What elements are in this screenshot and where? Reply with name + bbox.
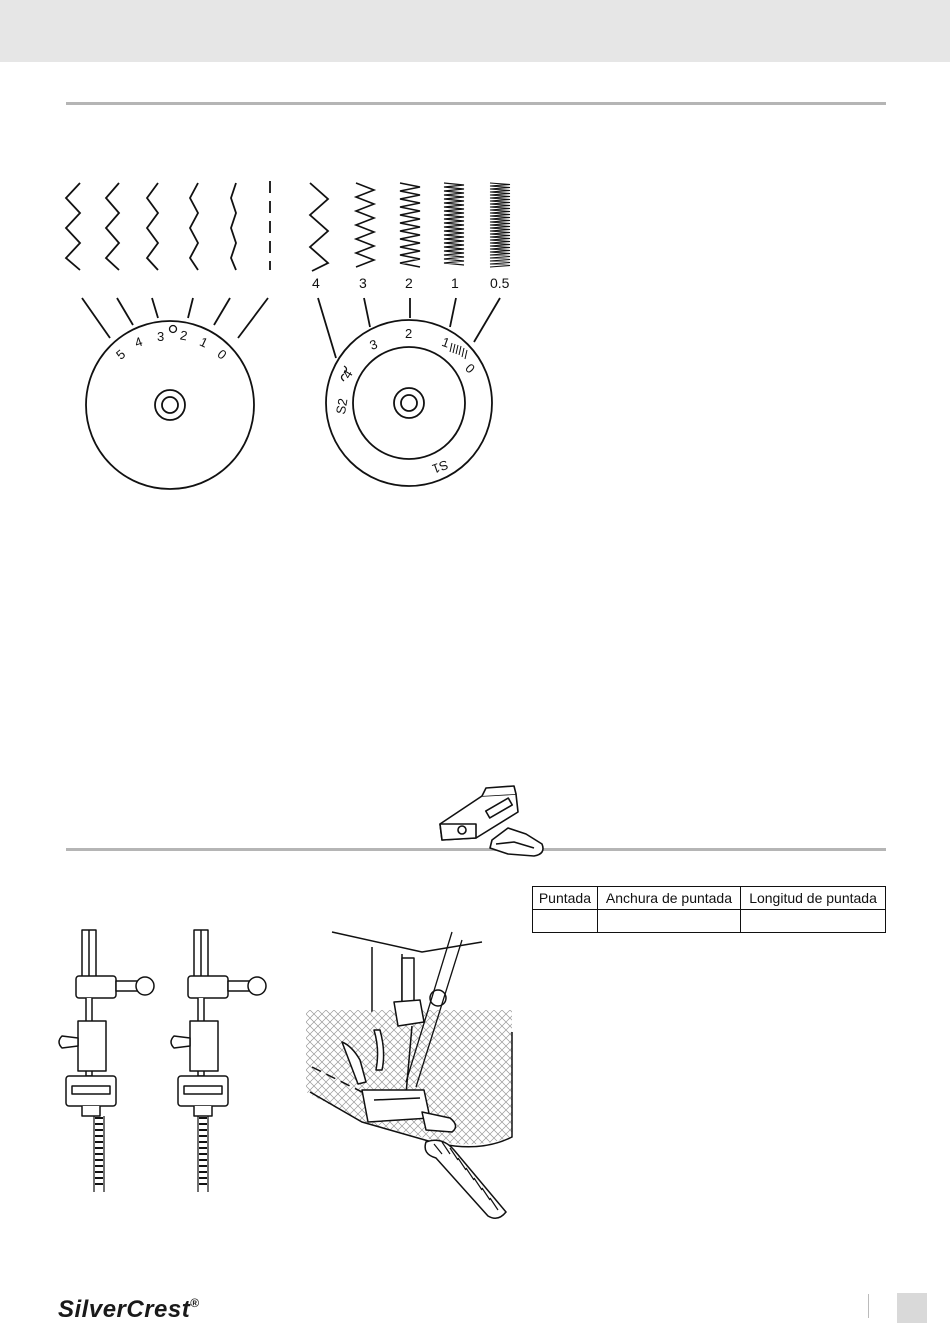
length-sample-3 <box>356 183 374 267</box>
width-label-3: 3 <box>157 329 165 344</box>
table-cell-width <box>597 910 740 933</box>
brand-logo-text: SilverCrest <box>58 1296 191 1323</box>
zipper-foot-right-position-illustration <box>164 926 274 1196</box>
stitch-settings-table <box>532 886 886 933</box>
zipper-foot-icon <box>430 782 550 862</box>
footer-separator <box>868 1294 869 1318</box>
length-top-label-3: 3 <box>359 275 367 291</box>
length-top-label-4: 4 <box>312 275 320 291</box>
width-label-5: 5 <box>113 346 129 363</box>
zipper-foot-left-position-illustration <box>52 926 162 1196</box>
length-dial-label-0: 0 <box>462 360 478 377</box>
stitch-width-dial-body <box>86 321 254 489</box>
length-sample-1 <box>444 183 464 265</box>
top-header-band <box>0 0 950 62</box>
zigzag-sample-1 <box>231 183 236 270</box>
width-label-1: 1 <box>197 334 211 351</box>
table-cell-length <box>741 910 886 933</box>
cord-sewing-illustration <box>302 922 522 1222</box>
page-number-box <box>897 1293 927 1323</box>
length-top-label-05: 0.5 <box>490 275 510 291</box>
registered-mark: ® <box>190 1296 200 1310</box>
length-dial-label-s1: S1 <box>430 457 451 477</box>
table-header-stitch: Puntada <box>533 887 598 910</box>
zigzag-sample-5 <box>66 183 80 270</box>
zigzag-sample-2 <box>190 183 198 270</box>
length-sample-4 <box>310 183 328 271</box>
length-dial-label-3: 3 <box>367 336 380 353</box>
length-top-label-1: 1 <box>451 275 459 291</box>
zigzag-sample-4 <box>106 183 119 270</box>
length-sample-05 <box>490 183 510 267</box>
table-header-length: Longitud de puntada <box>741 887 886 910</box>
width-label-2: 2 <box>178 327 189 344</box>
length-top-label-2: 2 <box>405 275 413 291</box>
table-header-row <box>533 887 886 910</box>
width-label-4: 4 <box>132 333 145 351</box>
length-sample-2 <box>400 183 420 267</box>
length-dial-label-s2-4: 4 <box>339 367 356 381</box>
length-dial-label-2: 2 <box>405 326 413 341</box>
table-row <box>533 910 886 933</box>
brand-logo <box>58 1296 200 1324</box>
table-header-width: Anchura de puntada <box>597 887 740 910</box>
length-dial-label-s2: S2 <box>332 397 351 416</box>
zigzag-sample-3 <box>147 183 158 270</box>
stitch-length-dial-body <box>326 320 492 486</box>
table-cell-stitch <box>533 910 598 933</box>
width-label-0: 0 <box>214 346 230 363</box>
section-rule-top <box>66 102 886 105</box>
length-dial-label-1: 1 <box>439 334 452 351</box>
